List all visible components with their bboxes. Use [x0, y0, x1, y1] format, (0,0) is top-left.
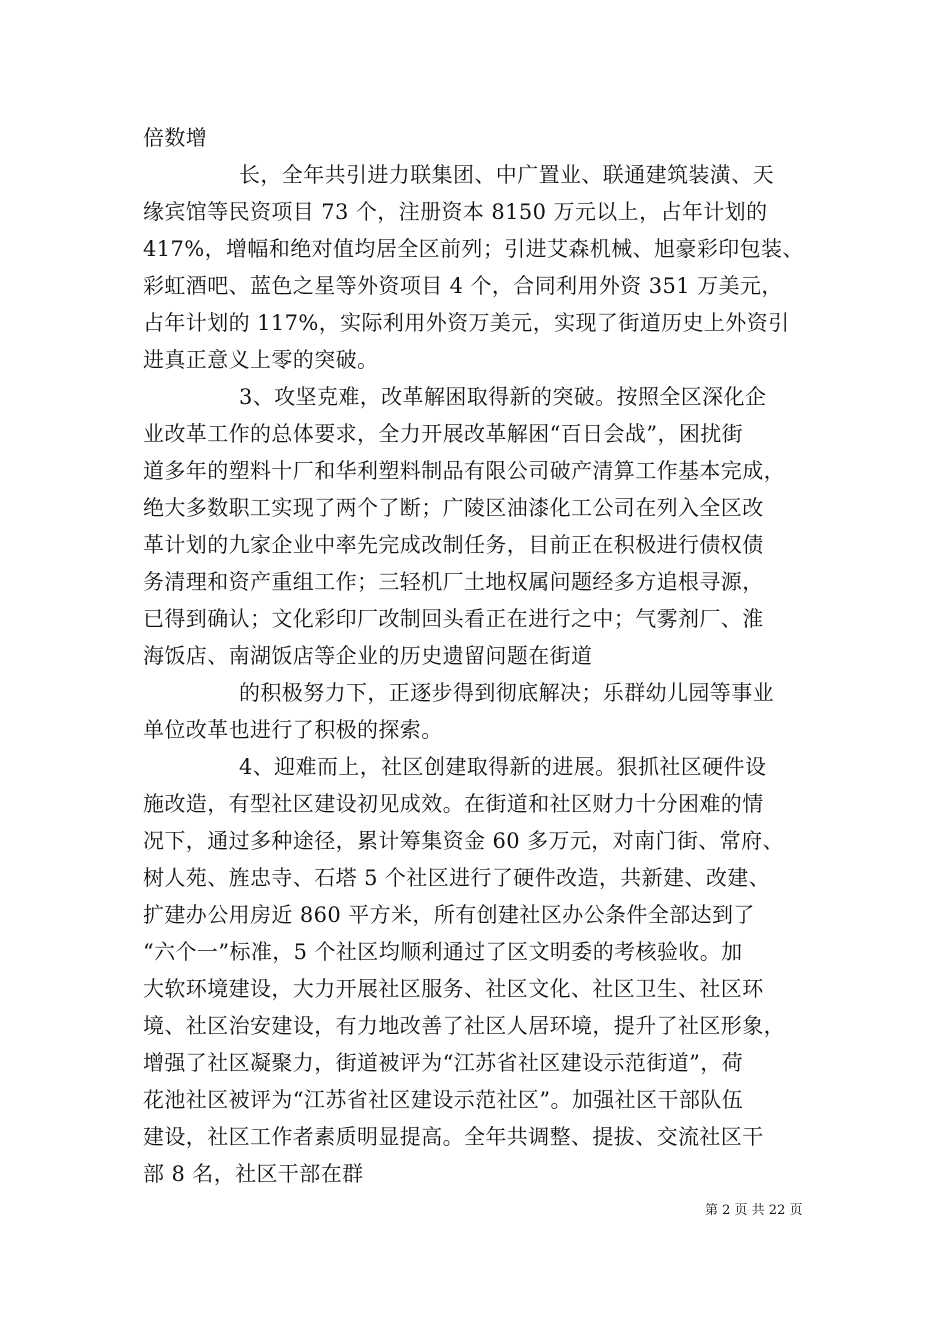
text-line: 绝大多数职工实现了两个了断；广陵区油漆化工公司在列入全区改	[143, 496, 764, 520]
text-line: 革计划的九家企业中率先完成改制任务，目前正在积极进行债权债	[143, 533, 764, 557]
text-line: 3、攻坚克难，改革解困取得新的突破。按照全区深化企	[239, 385, 767, 409]
text-line: 花池社区被评为“江苏省社区建设示范社区”。加强社区干部队伍	[143, 1088, 744, 1112]
text-line: 已得到确认；文化彩印厂改制回头看正在进行之中；气雾剂厂、淮	[143, 607, 764, 631]
text-line: 进真正意义上零的突破。	[143, 348, 379, 372]
text-line: 况下，通过多种途径，累计筹集资金 60 多万元，对南门街、常府、	[143, 829, 784, 853]
text-line: 的积极努力下，正逐步得到彻底解决；乐群幼儿园等事业	[239, 681, 774, 705]
text-line: 树人苑、旌忠寺、石塔 5 个社区进行了硬件改造，共新建、改建、	[143, 866, 771, 890]
text-line: “六个一”标准，5 个社区均顺利通过了区文明委的考核验收。加	[143, 940, 743, 964]
text-line: 部 8 名，社区干部在群	[143, 1162, 364, 1186]
text-line: 彩虹酒吧、蓝色之星等外资项目 4 个，合同利用外资 351 万美元，	[143, 274, 783, 298]
text-line: 建设，社区工作者素质明显提高。全年共调整、提拔、交流社区干	[143, 1125, 764, 1149]
text-line: 道多年的塑料十厂和华利塑料制品有限公司破产清算工作基本完成，	[143, 459, 785, 483]
text-line: 海饭店、南湖饭店等企业的历史遗留问题在街道	[143, 644, 593, 668]
text-line: 增强了社区凝聚力，街道被评为“江苏省社区建设示范街道”，荷	[143, 1051, 744, 1075]
text-line: 施改造，有型社区建设初见成效。在街道和社区财力十分困难的情	[143, 792, 764, 816]
text-line: 大软环境建设，大力开展社区服务、社区文化、社区卫生、社区环	[143, 977, 764, 1001]
text-line: 417%，增幅和绝对值均居全区前列；引进艾森机械、旭豪彩印包装、	[143, 237, 804, 261]
text-line: 业改革工作的总体要求，全力开展改革解困“百日会战”，困扰街	[143, 422, 744, 446]
text-line: 占年计划的 117%，实际利用外资万美元，实现了街道历史上外资引	[143, 311, 790, 335]
text-line: 4、迎难而上，社区创建取得新的进展。狠抓社区硬件设	[239, 755, 767, 779]
text-line: 境、社区治安建设，有力地改善了社区人居环境，提升了社区形象，	[143, 1014, 785, 1038]
text-line: 缘宾馆等民资项目 73 个，注册资本 8150 万元以上，占年计划的	[143, 200, 768, 224]
document-body	[143, 120, 833, 1193]
text-line: 单位改革也进行了积极的探索。	[143, 718, 443, 742]
text-line: 务清理和资产重组工作；三轻机厂土地权属问题经多方追根寻源，	[143, 570, 764, 594]
text-line: 扩建办公用房近 860 平方米，所有创建社区办公条件全部达到了	[143, 903, 755, 927]
text-line: 倍数增	[143, 126, 208, 150]
text-line: 长，全年共引进力联集团、中广置业、联通建筑装潢、天	[239, 163, 774, 187]
page-number-footer: 第 2 页 共 22 页	[705, 1203, 803, 1218]
